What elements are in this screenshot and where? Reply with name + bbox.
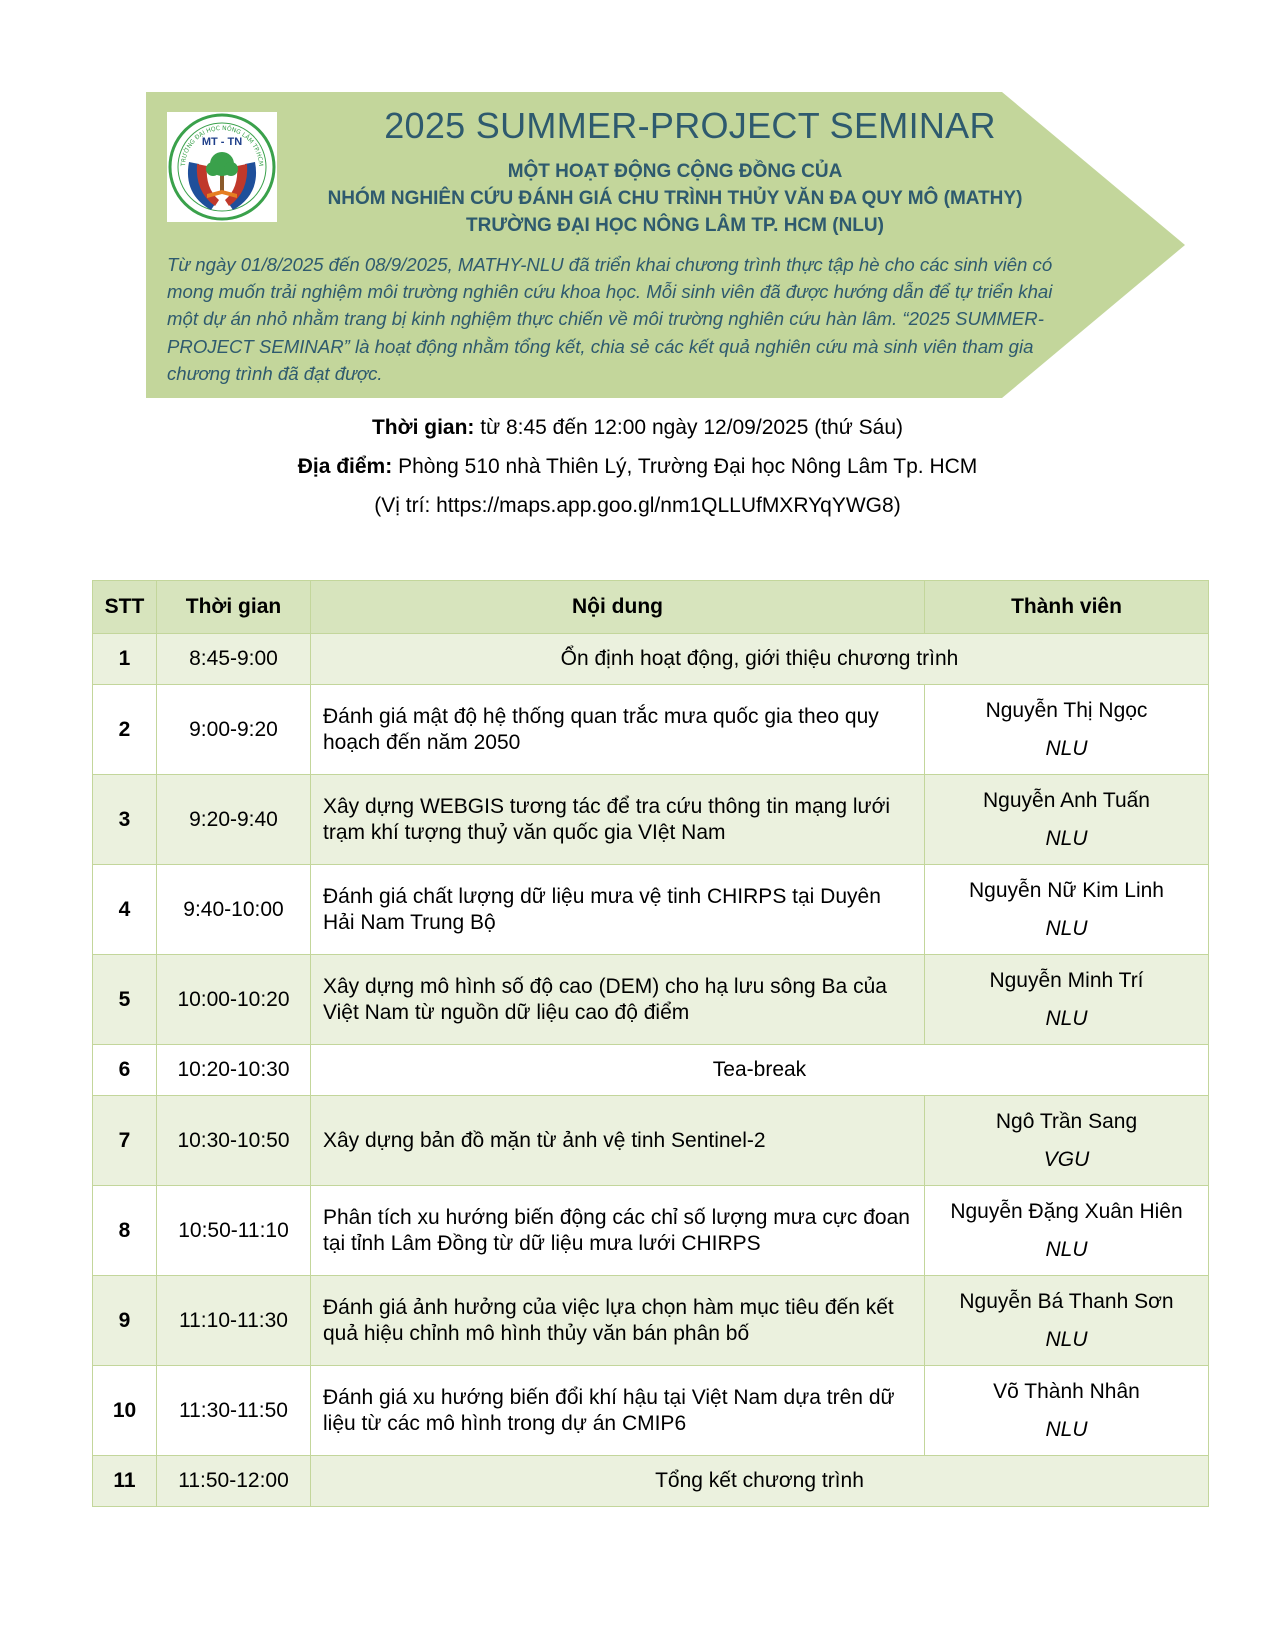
row-content: Tổng kết chương trình: [311, 1456, 1209, 1507]
info-time-label: Thời gian:: [371, 416, 475, 439]
table-row: [93, 1096, 1209, 1186]
row-stt: 8: [93, 1186, 157, 1276]
row-time: 11:10-11:30: [157, 1276, 311, 1366]
row-time: 11:30-11:50: [157, 1366, 311, 1456]
banner-description: Từ ngày 01/8/2025 đến 08/9/2025, MATHY-NLU đã triển khai chương trình thực tập hè cho các sinh viên có mong muốn trải nghiệm môi trường nghiên cứu khoa học. Mỗi sinh viên đã được hướng dẫn để tự triển khai một dự án nhỏ nhằm trang bị kinh nghiệm thực chiến về môi trường nghiên cứu hàn lâm. “2025 SUMMER-PROJECT SEMINAR” là hoạt động nhằm tổng kết, chia sẻ các kết quả nghiên cứu mà sinh viên tham gia chương trình đã đạt được.: [167, 254, 1053, 384]
row-stt: 10: [93, 1366, 157, 1456]
member-org: NLU: [1045, 826, 1088, 850]
row-stt: 1: [93, 634, 157, 685]
row-stt: 4: [93, 865, 157, 955]
row-content: Đánh giá xu hướng biến đổi khí hậu tại Việt Nam dựa trên dữ liệu từ các mô hình trong dự án CMIP6: [311, 1366, 925, 1456]
table-row: [93, 1186, 1209, 1276]
row-time: 9:20-9:40: [157, 775, 311, 865]
member-name: Nguyễn Minh Trí: [989, 968, 1144, 992]
row-time: 9:40-10:00: [157, 865, 311, 955]
row-stt: 3: [93, 775, 157, 865]
info-place: [0, 455, 1275, 479]
table-header-row: [93, 581, 1209, 634]
row-stt: 2: [93, 685, 157, 775]
banner-subtitle-line-1: MỘT HOẠT ĐỘNG CỘNG ĐỒNG CỦA: [507, 161, 843, 182]
member-name: Võ Thành Nhân: [993, 1379, 1140, 1403]
row-time: 8:45-9:00: [157, 634, 311, 685]
row-member: [925, 865, 1209, 955]
info-place-label: Địa điểm:: [297, 455, 393, 478]
info-location: (Vị trí: https://maps.app.goo.gl/nm1QLLUfMXRYqYWG8): [374, 494, 901, 517]
row-content: Ổn định hoạt động, giới thiệu chương trình: [311, 634, 1209, 685]
row-stt: 9: [93, 1276, 157, 1366]
table-row: [93, 1276, 1209, 1366]
row-content: Đánh giá mật độ hệ thống quan trắc mưa quốc gia theo quy hoạch đến năm 2050: [311, 685, 925, 775]
row-content: Phân tích xu hướng biến động các chỉ số lượng mưa cực đoan tại tỉnh Lâm Đồng từ dữ liệu mưa lưới CHIRPS: [311, 1186, 925, 1276]
info-time: [0, 416, 1275, 440]
table-row: [93, 1045, 1209, 1096]
logo-text: MT - TN: [201, 136, 243, 148]
table-row: [93, 955, 1209, 1045]
header-content: Nội dung: [311, 581, 925, 634]
member-name: Nguyễn Nữ Kim Linh: [969, 878, 1164, 902]
member-org: NLU: [1045, 736, 1088, 760]
row-member: [925, 955, 1209, 1045]
row-member: [925, 1186, 1209, 1276]
row-member: [925, 1096, 1209, 1186]
mt-tn-logo: [167, 112, 277, 222]
row-member: [925, 775, 1209, 865]
member-name: Nguyễn Đặng Xuân Hiên: [950, 1199, 1183, 1223]
member-name: Nguyễn Thị Ngọc: [985, 698, 1148, 722]
row-time: 10:20-10:30: [157, 1045, 311, 1096]
row-member: [925, 1276, 1209, 1366]
row-stt: 7: [93, 1096, 157, 1186]
row-time: 10:00-10:20: [157, 955, 311, 1045]
row-content: Tea-break: [311, 1045, 1209, 1096]
member-org: NLU: [1045, 1006, 1088, 1030]
table-row: [93, 775, 1209, 865]
row-content: Xây dựng bản đồ mặn từ ảnh vệ tinh Sentinel-2: [311, 1096, 925, 1186]
table-row: [93, 865, 1209, 955]
member-name: Nguyễn Anh Tuấn: [983, 788, 1150, 812]
header-stt: STT: [93, 581, 157, 634]
member-org: VGU: [1043, 1147, 1090, 1171]
header-member: Thành viên: [925, 581, 1209, 634]
row-content: Xây dựng mô hình số độ cao (DEM) cho hạ lưu sông Ba của Việt Nam từ nguồn dữ liệu cao độ điểm: [311, 955, 925, 1045]
row-content: Xây dựng WEBGIS tương tác để tra cứu thông tin mạng lưới trạm khí tượng thuỷ văn quốc gia VIệt Nam: [311, 775, 925, 865]
member-org: NLU: [1045, 1327, 1088, 1351]
agenda-table: [92, 580, 1209, 1507]
row-stt: 11: [93, 1456, 157, 1507]
info-place-value: Phòng 510 nhà Thiên Lý, Trường Đại học Nông Lâm Tp. HCM: [398, 455, 978, 478]
table-row: [93, 634, 1209, 685]
member-org: NLU: [1045, 916, 1088, 940]
row-time: 11:50-12:00: [157, 1456, 311, 1507]
header-time: Thời gian: [157, 581, 311, 634]
member-name: Nguyễn Bá Thanh Sơn: [959, 1289, 1174, 1313]
row-content: Đánh giá ảnh hưởng của việc lựa chọn hàm mục tiêu đến kết quả hiệu chỉnh mô hình thủy văn bán phân bố: [311, 1276, 925, 1366]
row-time: 10:50-11:10: [157, 1186, 311, 1276]
member-org: NLU: [1045, 1237, 1088, 1261]
member-org: NLU: [1045, 1417, 1088, 1441]
info-time-value: từ 8:45 đến 12:00 ngày 12/09/2025 (thứ Sáu): [480, 416, 904, 439]
banner-subtitle-line-3: TRƯỜNG ĐẠI HỌC NÔNG LÂM TP. HCM (NLU): [466, 215, 884, 236]
logo-ring-text: TRƯỜNG ĐẠI HỌC NÔNG LÂM TP.HCM: [179, 124, 265, 167]
row-member: [925, 1366, 1209, 1456]
row-stt: 6: [93, 1045, 157, 1096]
row-member: [925, 685, 1209, 775]
table-row: [93, 1366, 1209, 1456]
banner-subtitle-line-2: NHÓM NGHIÊN CỨU ĐÁNH GIÁ CHU TRÌNH THỦY VĂN ĐA QUY MÔ (MATHY): [327, 188, 1023, 209]
row-time: 10:30-10:50: [157, 1096, 311, 1186]
row-content: Đánh giá chất lượng dữ liệu mưa vệ tinh CHIRPS tại Duyên Hải Nam Trung Bộ: [311, 865, 925, 955]
row-time: 9:00-9:20: [157, 685, 311, 775]
table-row: [93, 1456, 1209, 1507]
table-row: [93, 685, 1209, 775]
row-stt: 5: [93, 955, 157, 1045]
member-name: Ngô Trần Sang: [995, 1109, 1138, 1133]
banner-title: 2025 SUMMER-PROJECT SEMINAR: [384, 105, 996, 146]
